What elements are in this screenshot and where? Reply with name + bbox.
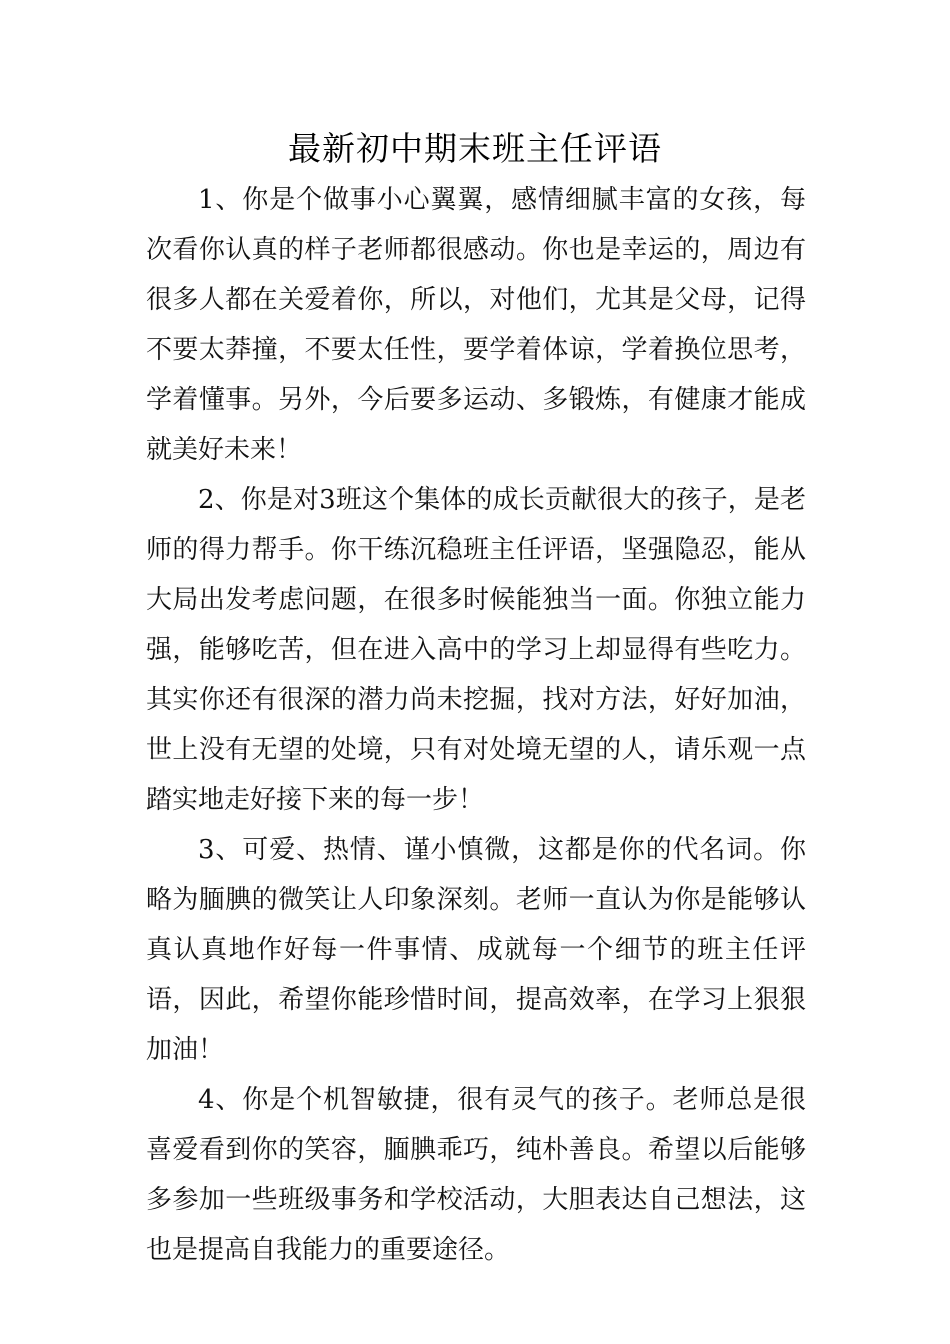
comment-paragraph-1: 1、你是个做事小心翼翼，感情细腻丰富的女孩，每次看你认真的样子老师都很感动。你也是幸运的，周边有很多人都在关爱着你，所以，对他们，尤其是父母，记得不要太莽撞，不要太任性，要学着体谅，学着换位思考，学着懂事。另外，今后要多运动、多锻炼，有健康才能成就美好未来！ xyxy=(146,185,806,465)
comment-paragraph-4: 4、你是个机智敏捷，很有灵气的孩子。老师总是很喜爱看到你的笑容，腼腆乖巧，纯朴善良。希望以后能够多参加一些班级事务和学校活动，大胆表达自己想法，这也是提高自我能力的重要途径。 xyxy=(146,1085,806,1265)
document-title: 最新初中期末班主任评语 xyxy=(288,129,662,168)
comment-paragraph-3: 3、可爱、热情、谨小慎微，这都是你的代名词。你略为腼腆的微笑让人印象深刻。老师一直认为你是能够认真认真地作好每一件事情、成就每一个细节的班主任评语，因此，希望你能珍惜时间，提高效率，在学习上狠狠加油！ xyxy=(146,835,806,1065)
document-body xyxy=(146,175,806,1275)
comment-paragraph-2: 2、你是对3班这个集体的成长贡献很大的孩子，是老师的得力帮手。你干练沉稳班主任评语，坚强隐忍，能从大局出发考虑问题，在很多时候能独当一面。你独立能力强，能够吃苦，但在进入高中的学习上却显得有些吃力。其实你还有很深的潜力尚未挖掘，找对方法，好好加油，世上没有无望的处境，只有对处境无望的人，请乐观一点踏实地走好接下来的每一步！ xyxy=(146,485,806,815)
